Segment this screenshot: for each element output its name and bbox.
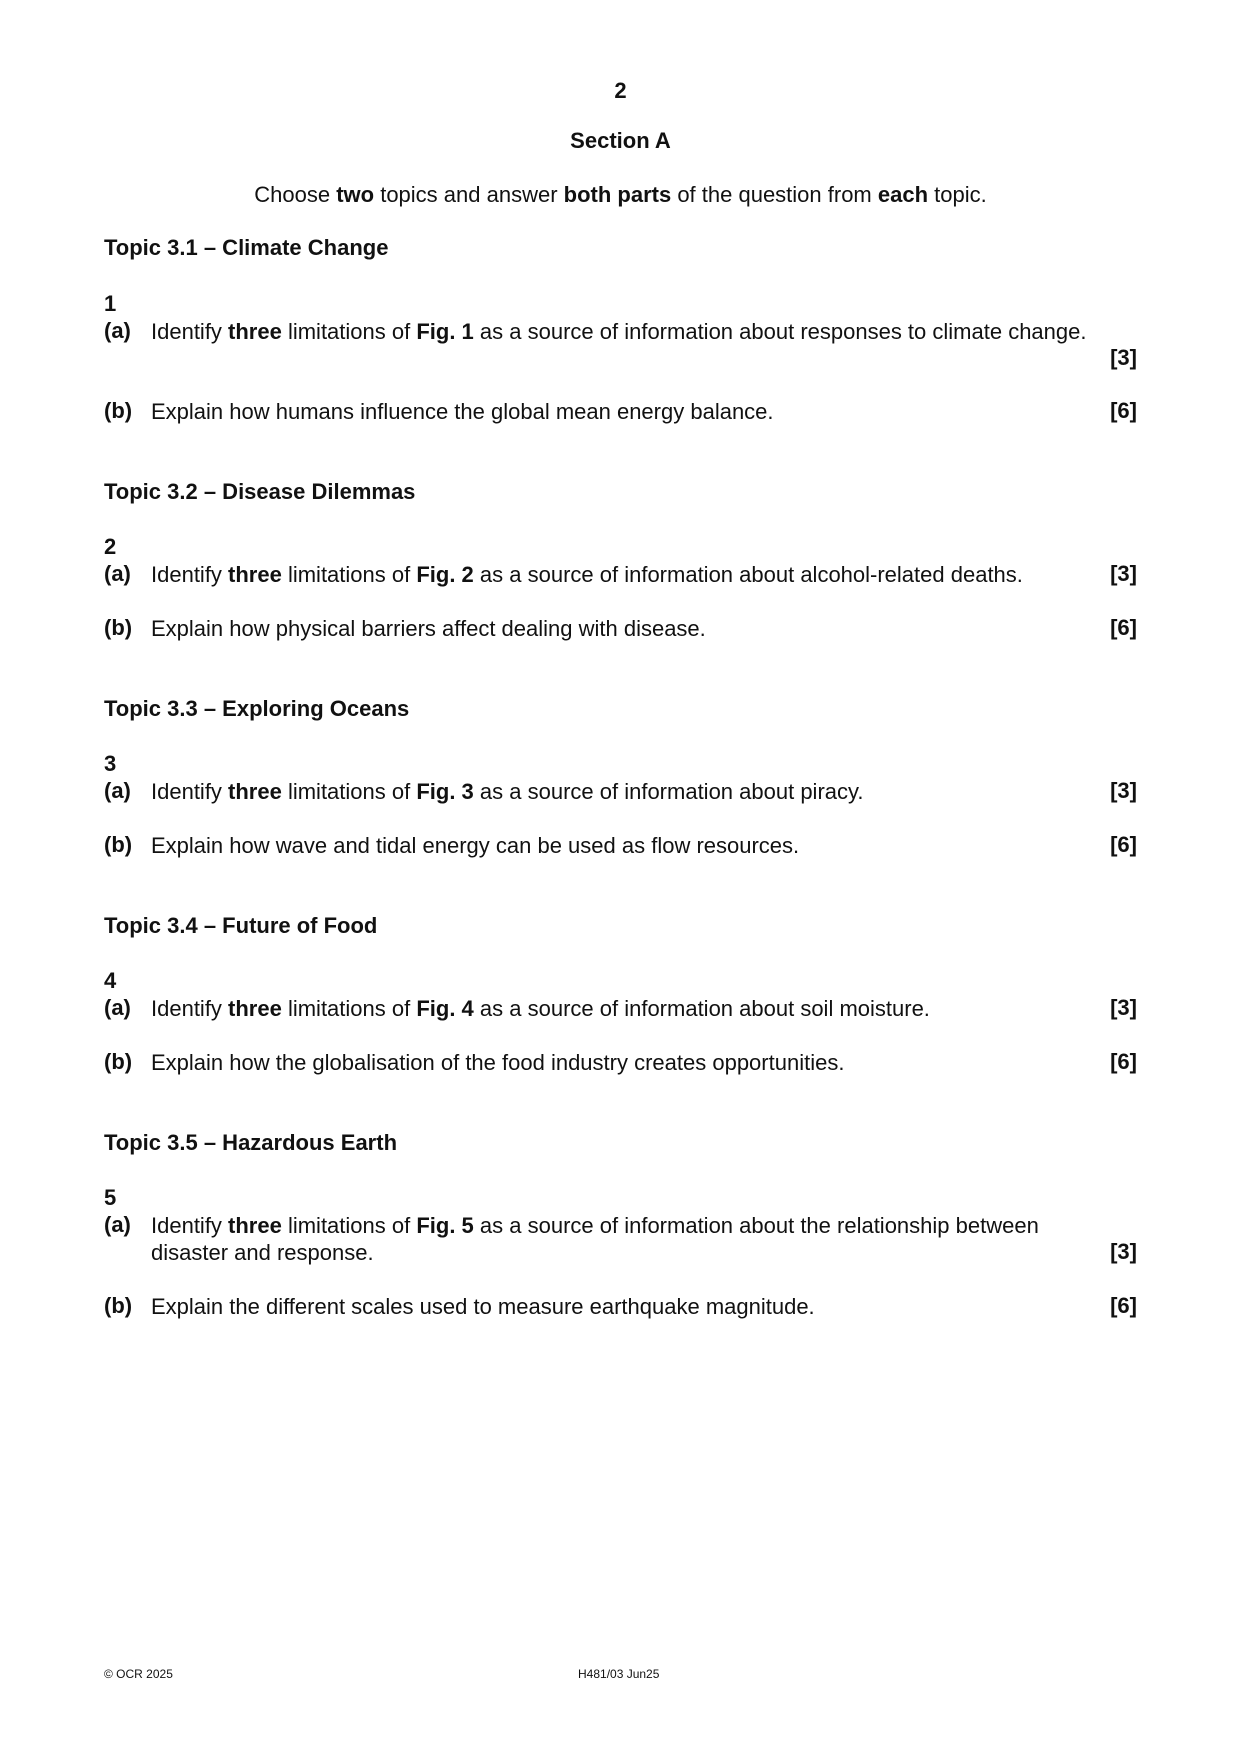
- question-number: 3: [104, 751, 117, 776]
- question-text: Identify three limitations of Fig. 3 as a source of information about piracy.: [151, 779, 864, 804]
- marks: [3]: [1110, 561, 1137, 586]
- marks: [6]: [1110, 832, 1137, 857]
- marks: [6]: [1110, 398, 1137, 423]
- topic-heading: Topic 3.3 – Exploring Oceans: [104, 696, 410, 721]
- question-text: Identify three limitations of Fig. 2 as a source of information about alcohol-related deaths.: [151, 562, 1023, 587]
- question-text: Explain how the globalisation of the food industry creates opportunities.: [151, 1050, 845, 1075]
- marks: [3]: [1110, 995, 1137, 1020]
- question-text: Explain the different scales used to measure earthquake magnitude.: [151, 1294, 815, 1319]
- question-text: Identify three limitations of Fig. 5 as a source of information about the relationship between disaster and response.: [151, 1213, 1039, 1265]
- question-number: 4: [104, 968, 117, 993]
- question-text: Identify three limitations of Fig. 4 as a source of information about soil moisture.: [151, 996, 930, 1021]
- part-label: (a): [104, 1212, 131, 1237]
- instructions: Choose two topics and answer both parts of the question from each topic.: [254, 182, 987, 207]
- part-label: (a): [104, 995, 131, 1020]
- marks: [3]: [1110, 1239, 1137, 1264]
- question-text: Explain how wave and tidal energy can be used as flow resources.: [151, 833, 800, 858]
- part-label: (a): [104, 561, 131, 586]
- question-text: Identify three limitations of Fig. 1 as a source of information about responses to climate change.: [151, 319, 1087, 344]
- part-label: (b): [104, 398, 133, 423]
- topic-heading: Topic 3.2 – Disease Dilemmas: [104, 479, 416, 504]
- marks: [6]: [1110, 1293, 1137, 1318]
- footer-paper-code: H481/03 Jun25: [578, 1667, 660, 1681]
- topic-heading: Topic 3.5 – Hazardous Earth: [104, 1130, 398, 1155]
- part-label: (b): [104, 832, 133, 857]
- question-text: Explain how humans influence the global mean energy balance.: [151, 399, 774, 424]
- question-text: Explain how physical barriers affect dealing with disease.: [151, 616, 706, 641]
- page-number: 2: [614, 78, 627, 103]
- part-label: (a): [104, 318, 131, 343]
- part-label: (b): [104, 1293, 133, 1318]
- section-title: Section A: [570, 128, 671, 153]
- question-number: 1: [104, 291, 117, 316]
- part-label: (b): [104, 1049, 133, 1074]
- marks: [3]: [1110, 345, 1137, 370]
- footer-copyright: © OCR 2025: [104, 1667, 173, 1681]
- topic-heading: Topic 3.1 – Climate Change: [104, 235, 389, 260]
- question-number: 2: [104, 534, 117, 559]
- marks: [3]: [1110, 778, 1137, 803]
- part-label: (b): [104, 615, 133, 640]
- topic-heading: Topic 3.4 – Future of Food: [104, 913, 378, 938]
- marks: [6]: [1110, 615, 1137, 640]
- question-number: 5: [104, 1185, 117, 1210]
- marks: [6]: [1110, 1049, 1137, 1074]
- part-label: (a): [104, 778, 131, 803]
